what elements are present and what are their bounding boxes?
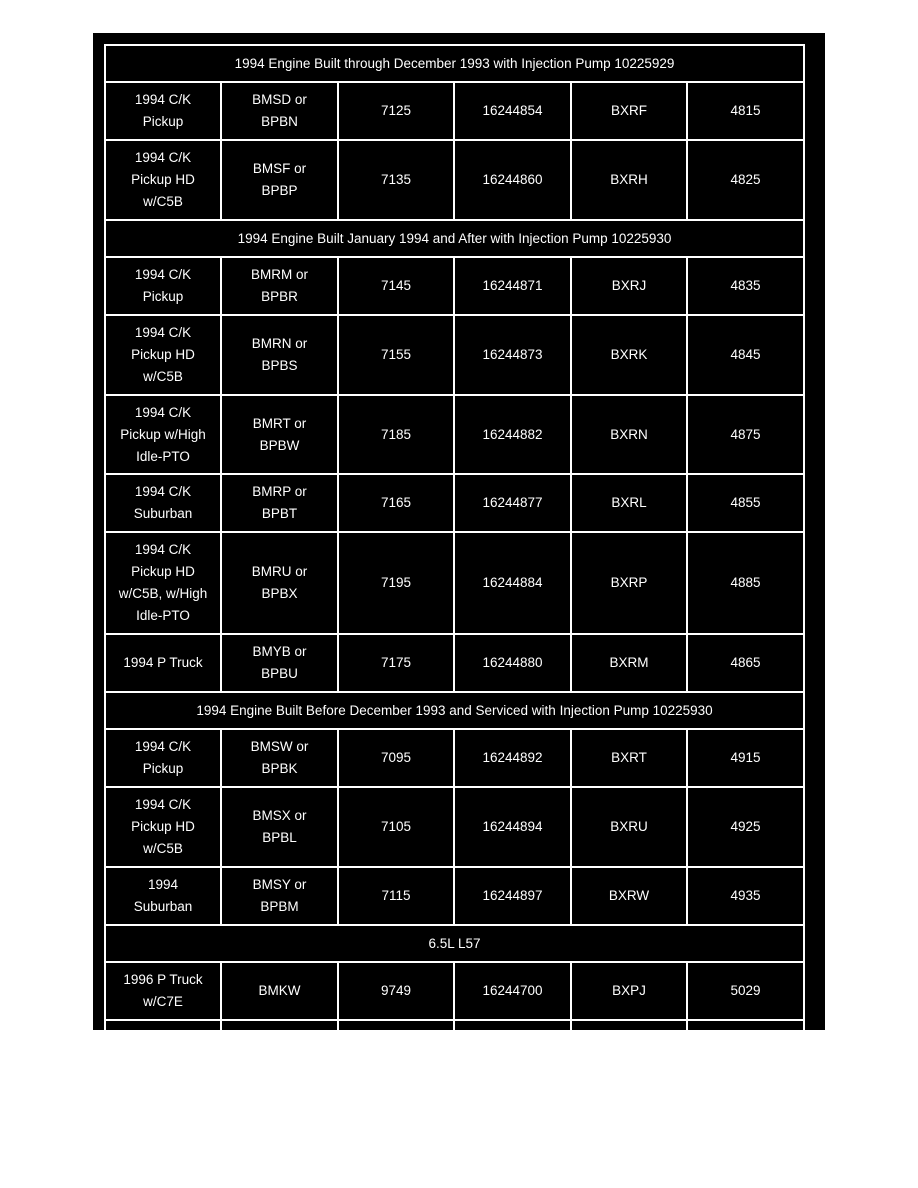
- part-number-cell: 16244700: [454, 962, 571, 1020]
- calibration-cell: 4845: [687, 315, 804, 395]
- vehicle-cell: 1994 C/K Pickup HD w/C5B: [105, 140, 221, 220]
- table-row: [105, 634, 804, 692]
- pump-code-cell: BXRL: [571, 474, 687, 532]
- ecm-code-cell: 7165: [338, 474, 454, 532]
- engine-code-cell: BMRU or BPBX: [221, 532, 338, 634]
- engine-code-cell: BMRT or BPBW: [221, 395, 338, 474]
- ecm-code-cell: 7185: [338, 395, 454, 474]
- part-number-cell: 16244894: [454, 787, 571, 867]
- section-header-row: [105, 45, 804, 82]
- calibration-cell: 4835: [687, 257, 804, 315]
- calibration-cell: 4875: [687, 395, 804, 474]
- calibration-cell: 4915: [687, 729, 804, 787]
- engine-code-cell: BMSW or BPBK: [221, 729, 338, 787]
- section-title: 6.5L L57: [105, 925, 804, 962]
- part-number-cell: 16244882: [454, 395, 571, 474]
- ecm-code-cell: 7115: [338, 867, 454, 925]
- document-page: [93, 33, 825, 1030]
- injection-pump-spec-table: [104, 44, 805, 1030]
- engine-code-cell: BMSD or BPBN: [221, 82, 338, 140]
- table-body: [105, 45, 804, 1030]
- ecm-code-cell: [338, 1020, 454, 1030]
- ecm-code-cell: 7105: [338, 787, 454, 867]
- pump-code-cell: BXRF: [571, 82, 687, 140]
- pump-code-cell: BXPJ: [571, 962, 687, 1020]
- engine-code-cell: BMSY or BPBM: [221, 867, 338, 925]
- engine-code-cell: BMRM or BPBR: [221, 257, 338, 315]
- table-row: [105, 257, 804, 315]
- vehicle-cell: [105, 1020, 221, 1030]
- pump-code-cell: BXRK: [571, 315, 687, 395]
- part-number-cell: 16244854: [454, 82, 571, 140]
- part-number-cell: 16244871: [454, 257, 571, 315]
- ecm-code-cell: 7175: [338, 634, 454, 692]
- part-number-cell: 16244892: [454, 729, 571, 787]
- section-title: 1994 Engine Built through December 1993 with Injection Pump 10225929: [105, 45, 804, 82]
- ecm-code-cell: 7125: [338, 82, 454, 140]
- table-row: [105, 867, 804, 925]
- calibration-cell: 4865: [687, 634, 804, 692]
- table-row: [105, 315, 804, 395]
- ecm-code-cell: 7145: [338, 257, 454, 315]
- pump-code-cell: BXRN: [571, 395, 687, 474]
- table-row: [105, 82, 804, 140]
- table-row: [105, 787, 804, 867]
- ecm-code-cell: 7135: [338, 140, 454, 220]
- ecm-code-cell: 9749: [338, 962, 454, 1020]
- pump-code-cell: BXRT: [571, 729, 687, 787]
- vehicle-cell: 1994 C/K Pickup: [105, 82, 221, 140]
- vehicle-cell: 1996 P Truck w/C7E: [105, 962, 221, 1020]
- part-number-cell: [454, 1020, 571, 1030]
- calibration-cell: 4855: [687, 474, 804, 532]
- pump-code-cell: BXRW: [571, 867, 687, 925]
- engine-code-cell: [221, 1020, 338, 1030]
- part-number-cell: 16244884: [454, 532, 571, 634]
- calibration-cell: 4935: [687, 867, 804, 925]
- engine-code-cell: BMSF or BPBP: [221, 140, 338, 220]
- calibration-cell: [687, 1020, 804, 1030]
- section-title: 1994 Engine Built January 1994 and After with Injection Pump 10225930: [105, 220, 804, 257]
- part-number-cell: 16244880: [454, 634, 571, 692]
- vehicle-cell: 1994 Suburban: [105, 867, 221, 925]
- vehicle-cell: 1994 C/K Pickup: [105, 257, 221, 315]
- ecm-code-cell: 7155: [338, 315, 454, 395]
- table-row: [105, 1020, 804, 1030]
- engine-code-cell: BMRP or BPBT: [221, 474, 338, 532]
- calibration-cell: 4885: [687, 532, 804, 634]
- vehicle-cell: 1994 P Truck: [105, 634, 221, 692]
- table-row: [105, 395, 804, 474]
- engine-code-cell: BMKW: [221, 962, 338, 1020]
- table-row: [105, 140, 804, 220]
- pump-code-cell: BXRJ: [571, 257, 687, 315]
- vehicle-cell: 1994 C/K Pickup HD w/C5B, w/High Idle-PTO: [105, 532, 221, 634]
- pump-code-cell: BXRH: [571, 140, 687, 220]
- table-row: [105, 729, 804, 787]
- engine-code-cell: BMSX or BPBL: [221, 787, 338, 867]
- calibration-cell: 4825: [687, 140, 804, 220]
- ecm-code-cell: 7095: [338, 729, 454, 787]
- table-row: [105, 962, 804, 1020]
- vehicle-cell: 1994 C/K Pickup HD w/C5B: [105, 787, 221, 867]
- part-number-cell: 16244860: [454, 140, 571, 220]
- vehicle-cell: 1994 C/K Pickup: [105, 729, 221, 787]
- table-row: [105, 474, 804, 532]
- engine-code-cell: BMYB or BPBU: [221, 634, 338, 692]
- section-header-row: [105, 692, 804, 729]
- pump-code-cell: BXRU: [571, 787, 687, 867]
- part-number-cell: 16244897: [454, 867, 571, 925]
- pump-code-cell: BXRM: [571, 634, 687, 692]
- section-header-row: [105, 220, 804, 257]
- vehicle-cell: 1994 C/K Suburban: [105, 474, 221, 532]
- section-header-row: [105, 925, 804, 962]
- vehicle-cell: 1994 C/K Pickup w/High Idle-PTO: [105, 395, 221, 474]
- pump-code-cell: [571, 1020, 687, 1030]
- table-row: [105, 532, 804, 634]
- part-number-cell: 16244877: [454, 474, 571, 532]
- part-number-cell: 16244873: [454, 315, 571, 395]
- calibration-cell: 5029: [687, 962, 804, 1020]
- vehicle-cell: 1994 C/K Pickup HD w/C5B: [105, 315, 221, 395]
- engine-code-cell: BMRN or BPBS: [221, 315, 338, 395]
- ecm-code-cell: 7195: [338, 532, 454, 634]
- calibration-cell: 4815: [687, 82, 804, 140]
- section-title: 1994 Engine Built Before December 1993 and Serviced with Injection Pump 10225930: [105, 692, 804, 729]
- calibration-cell: 4925: [687, 787, 804, 867]
- pump-code-cell: BXRP: [571, 532, 687, 634]
